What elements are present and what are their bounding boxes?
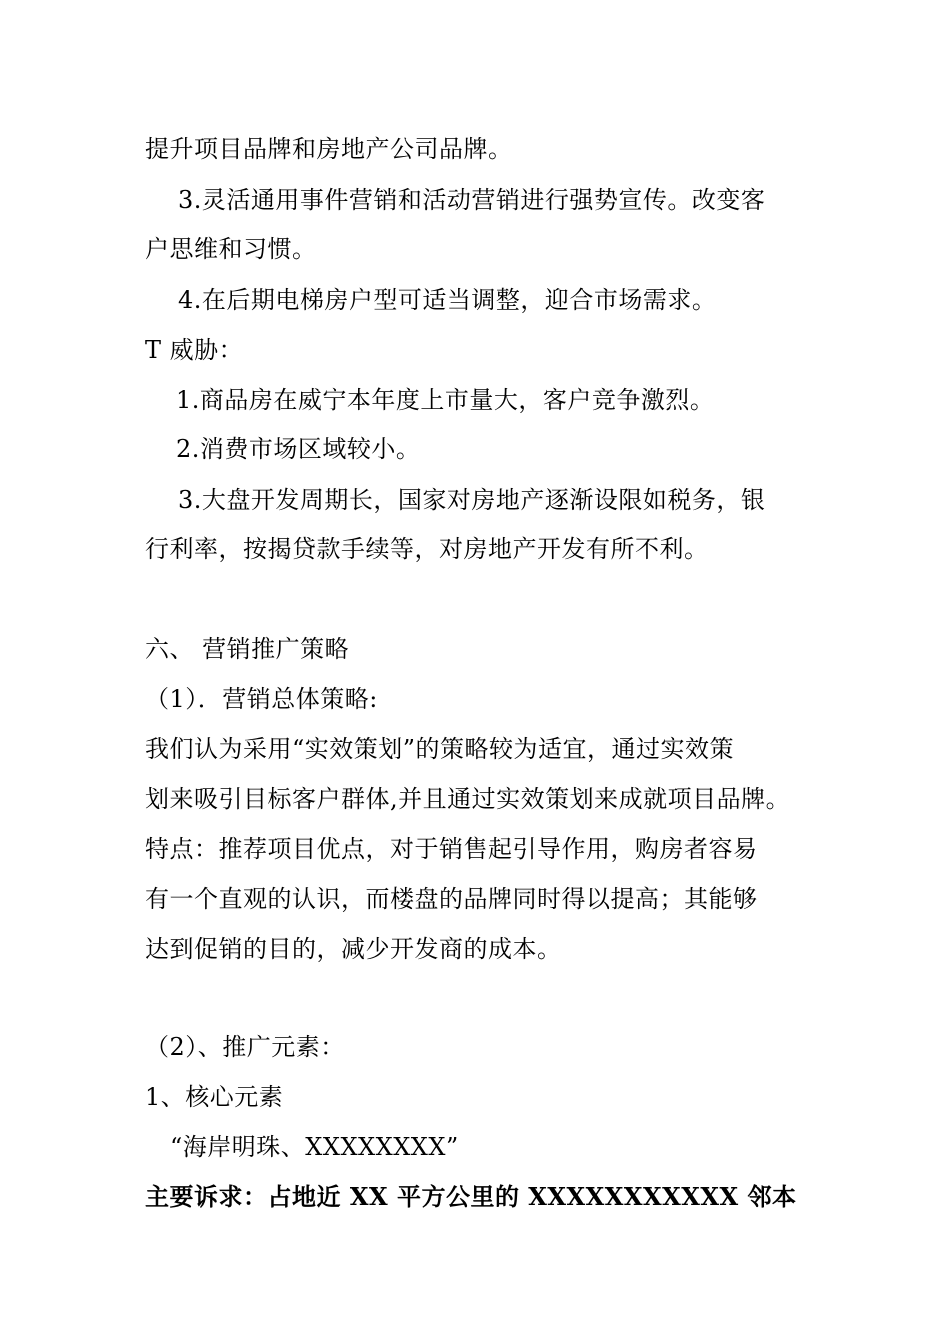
text-line-15: 有一个直观的认识，而楼盘的品牌同时得以提高；其能够	[145, 885, 758, 913]
subheading-core-elements: 1、核心元素	[145, 1083, 284, 1111]
text-line-13: 划来吸引目标客户群体,并且通过实效策划来成就项目品牌。	[145, 785, 791, 813]
text-line-8: 3.大盘开发周期长，国家对房地产逐渐设限如税务，银	[178, 486, 766, 514]
text-line-4: 4.在后期电梯房户型可适当调整，迎合市场需求。	[178, 286, 717, 314]
text-line-16: 达到促销的目的，减少开发商的成本。	[145, 935, 562, 963]
text-line-7: 2.消费市场区域较小。	[176, 435, 421, 463]
text-line-1: 提升项目品牌和房地产公司品牌。	[145, 135, 513, 163]
subheading-promotion-elements: （2）、推广元素：	[145, 1033, 345, 1061]
section-heading-marketing-strategy: 六、 营销推广策略	[145, 635, 350, 663]
text-line-6: 1.商品房在威宁本年度上市量大，客户竞争激烈。	[176, 386, 715, 414]
subheading-overall-strategy: （1）．营销总体策略:	[145, 685, 378, 713]
core-element-quote: “海岸明珠、XXXXXXXX”	[170, 1133, 459, 1161]
main-appeal-line: 主要诉求：占地近 XX 平方公里的 XXXXXXXXXXX 邻本	[145, 1182, 797, 1211]
text-line-14: 特点：推荐项目优点，对于销售起引导作用，购房者容易	[145, 835, 758, 863]
text-line-3: 户思维和习惯。	[145, 235, 317, 263]
text-line-2: 3.灵活通用事件营销和活动营销进行强势宣传。改变客	[178, 186, 766, 214]
text-line-12: 我们认为采用“实效策划”的策略较为适宜，通过实效策	[145, 735, 735, 763]
text-line-9: 行利率，按揭贷款手续等，对房地产开发有所不利。	[145, 535, 709, 563]
section-heading-threats: T 威胁：	[145, 336, 244, 364]
